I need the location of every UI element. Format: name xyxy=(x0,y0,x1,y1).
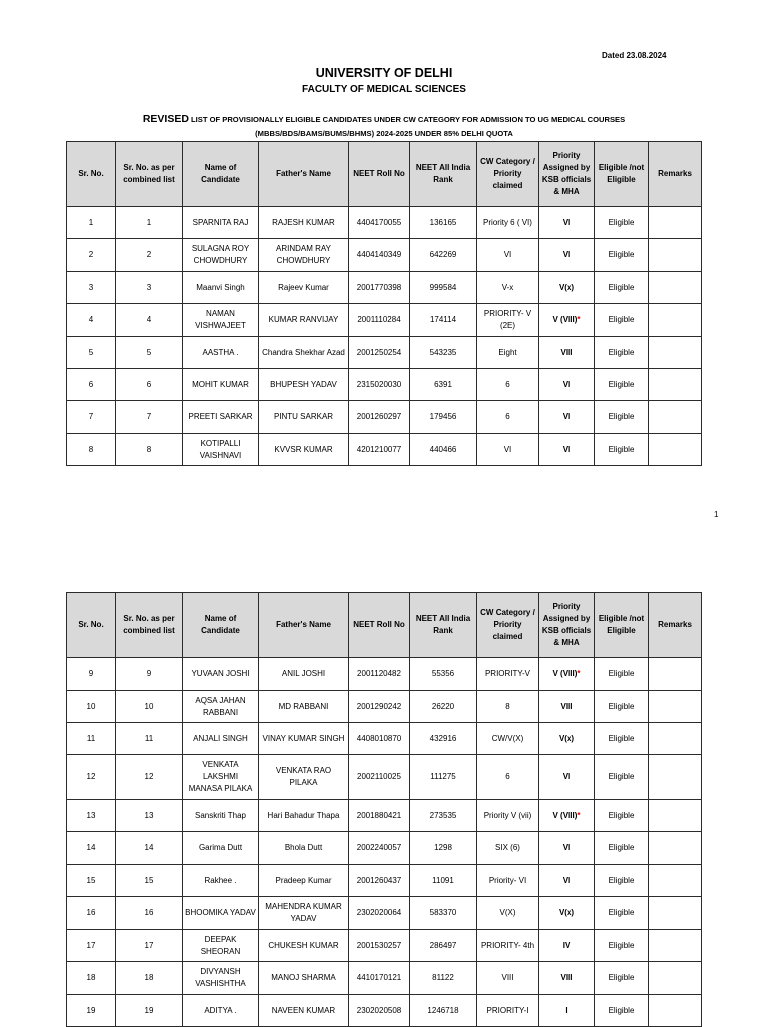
neet-rank-cell: 583370 xyxy=(410,897,477,930)
eligibility-cell: Eligible xyxy=(595,337,649,369)
candidates-table-page1 xyxy=(66,141,702,466)
candidate-name-cell: Garima Dutt xyxy=(183,832,259,865)
father-name-cell: Bhola Dutt xyxy=(259,832,349,865)
neet-roll-cell: 4404140349 xyxy=(349,239,410,272)
candidates-table-page2 xyxy=(66,592,702,1027)
header-neet-rank: NEET All India Rank xyxy=(410,142,477,207)
cw-category-claimed-cell: VI xyxy=(477,239,539,272)
father-name-cell: KVVSR KUMAR xyxy=(259,434,349,466)
combined-sr-no-cell: 18 xyxy=(116,962,183,995)
neet-roll-cell: 2001770398 xyxy=(349,272,410,304)
table-row xyxy=(67,930,702,962)
eligibility-cell: Eligible xyxy=(595,658,649,691)
priority-assigned-value: VI xyxy=(562,875,571,885)
father-name-cell: PINTU SARKAR xyxy=(259,401,349,434)
table-header-row xyxy=(67,142,702,207)
remarks-cell xyxy=(649,434,702,466)
remarks-cell xyxy=(649,897,702,930)
priority-assigned-value: VI xyxy=(562,379,571,389)
neet-roll-cell: 4408010870 xyxy=(349,723,410,755)
neet-rank-cell: 55356 xyxy=(410,658,477,691)
eligibility-cell: Eligible xyxy=(595,207,649,239)
cw-category-claimed-cell: PRIORITY-V xyxy=(477,658,539,691)
neet-rank-cell: 432916 xyxy=(410,723,477,755)
neet-roll-cell: 2315020030 xyxy=(349,369,410,401)
header-neet-roll: NEET Roll No xyxy=(349,593,410,658)
table-row xyxy=(67,434,702,466)
header-cw-category: CW Category / Priority claimed xyxy=(477,593,539,658)
neet-rank-cell: 111275 xyxy=(410,755,477,800)
priority-assigned-cell xyxy=(539,239,595,272)
eligibility-cell: Eligible xyxy=(595,401,649,434)
sr-no-cell: 2 xyxy=(67,239,116,272)
revised-word: REVISED xyxy=(142,113,189,125)
sr-no-cell: 15 xyxy=(67,865,116,897)
candidate-name-cell: ANJALI SINGH xyxy=(183,723,259,755)
remarks-cell xyxy=(649,995,702,1027)
eligibility-cell: Eligible xyxy=(595,723,649,755)
header-cw-category: CW Category / Priority claimed xyxy=(477,142,539,207)
eligibility-cell: Eligible xyxy=(595,755,649,800)
combined-sr-no-cell: 6 xyxy=(116,369,183,401)
neet-roll-cell: 2001120482 xyxy=(349,658,410,691)
priority-assigned-cell xyxy=(539,272,595,304)
neet-roll-cell: 4404170055 xyxy=(349,207,410,239)
table-row xyxy=(67,658,702,691)
dated-label: Dated 23.08.2024 xyxy=(602,51,667,60)
father-name-cell: KUMAR RANVIJAY xyxy=(259,304,349,337)
priority-assigned-value: V(x) xyxy=(558,733,575,743)
list-heading xyxy=(60,112,708,141)
priority-assigned-cell xyxy=(539,832,595,865)
neet-roll-cell: 2001250254 xyxy=(349,337,410,369)
father-name-cell: NAVEEN KUMAR xyxy=(259,995,349,1027)
header-eligibility: Eligible /not Eligible xyxy=(595,593,649,658)
cw-category-claimed-cell: Priority- VI xyxy=(477,865,539,897)
remarks-cell xyxy=(649,304,702,337)
neet-rank-cell: 81122 xyxy=(410,962,477,995)
eligibility-cell: Eligible xyxy=(595,930,649,962)
priority-assigned-value: VI xyxy=(562,412,571,421)
cw-category-claimed-cell: 6 xyxy=(477,401,539,434)
asterisk-mark: * xyxy=(577,669,581,678)
eligibility-cell: Eligible xyxy=(595,304,649,337)
remarks-cell xyxy=(649,723,702,755)
combined-sr-no-cell: 1 xyxy=(116,207,183,239)
candidate-name-cell: Rakhee . xyxy=(183,865,259,897)
remarks-cell xyxy=(649,401,702,434)
university-title: UNIVERSITY OF DELHI xyxy=(315,66,453,80)
table-row xyxy=(67,800,702,832)
neet-rank-cell: 11091 xyxy=(410,865,477,897)
father-name-cell: MANOJ SHARMA xyxy=(259,962,349,995)
eligibility-cell: Eligible xyxy=(595,832,649,865)
father-name-cell: VENKATA RAO PILAKA xyxy=(259,755,349,800)
father-name-cell: Pradeep Kumar xyxy=(259,865,349,897)
neet-rank-cell: 1246718 xyxy=(410,995,477,1027)
list-heading-line1 xyxy=(60,112,708,127)
cw-category-claimed-cell: 6 xyxy=(477,755,539,800)
priority-assigned-cell xyxy=(539,207,595,239)
header-combined-sr-no: Sr. No. as per combined list xyxy=(116,142,183,207)
table-row xyxy=(67,832,702,865)
cw-category-claimed-cell: PRIORITY- 4th xyxy=(477,930,539,962)
sr-no-cell: 8 xyxy=(67,434,116,466)
priority-assigned-value: V(x) xyxy=(558,282,575,292)
cw-category-claimed-cell: V(X) xyxy=(477,897,539,930)
remarks-cell xyxy=(649,930,702,962)
neet-rank-cell: 440466 xyxy=(410,434,477,466)
priority-assigned-value: VIII xyxy=(560,347,573,357)
list-heading-line1-text: LIST OF PROVISIONALLY ELIGIBLE CANDIDATES UNDER CW CATEGORY FOR ADMISSION TO UG MEDICAL COURSES xyxy=(188,115,626,124)
header-priority-assigned: Priority Assigned by KSB officials & MHA xyxy=(539,593,595,658)
header-father-name: Father's Name xyxy=(259,593,349,658)
neet-roll-cell: 2001530257 xyxy=(349,930,410,962)
neet-roll-cell: 2001880421 xyxy=(349,800,410,832)
sr-no-cell: 3 xyxy=(67,272,116,304)
candidate-name-cell: ADITYA . xyxy=(183,995,259,1027)
combined-sr-no-cell: 5 xyxy=(116,337,183,369)
table-row xyxy=(67,239,702,272)
priority-assigned-cell xyxy=(539,897,595,930)
candidate-name-cell: Maanvi Singh xyxy=(183,272,259,304)
father-name-cell: VINAY KUMAR SINGH xyxy=(259,723,349,755)
eligibility-cell: Eligible xyxy=(595,865,649,897)
eligibility-cell: Eligible xyxy=(595,239,649,272)
cw-category-claimed-cell: 8 xyxy=(477,691,539,723)
priority-assigned-cell xyxy=(539,995,595,1027)
neet-rank-cell: 642269 xyxy=(410,239,477,272)
candidate-name-cell: PREETI SARKAR xyxy=(183,401,259,434)
eligibility-cell: Eligible xyxy=(595,272,649,304)
priority-assigned-cell xyxy=(539,755,595,800)
table-row xyxy=(67,691,702,723)
remarks-cell xyxy=(649,865,702,897)
remarks-cell xyxy=(649,337,702,369)
eligibility-cell: Eligible xyxy=(595,691,649,723)
candidate-name-cell: DIVYANSH VASHISHTHA xyxy=(183,962,259,995)
father-name-cell: Chandra Shekhar Azad xyxy=(259,337,349,369)
priority-assigned-cell xyxy=(539,865,595,897)
header-eligibility: Eligible /not Eligible xyxy=(595,142,649,207)
neet-roll-cell: 2001110284 xyxy=(349,304,410,337)
remarks-cell xyxy=(649,755,702,800)
sr-no-cell: 6 xyxy=(67,369,116,401)
combined-sr-no-cell: 14 xyxy=(116,832,183,865)
cw-category-claimed-cell: CW/V(X) xyxy=(477,723,539,755)
priority-assigned-cell xyxy=(539,691,595,723)
sr-no-cell: 10 xyxy=(67,691,116,723)
father-name-cell: RAJESH KUMAR xyxy=(259,207,349,239)
priority-assigned-value: VIII xyxy=(560,701,573,711)
header-combined-sr-no: Sr. No. as per combined list xyxy=(116,593,183,658)
table-row xyxy=(67,304,702,337)
priority-assigned-value: V(x) xyxy=(558,908,575,917)
father-name-cell: ARINDAM RAY CHOWDHURY xyxy=(259,239,349,272)
candidate-name-cell: AQSA JAHAN RABBANI xyxy=(183,691,259,723)
candidate-name-cell: YUVAAN JOSHI xyxy=(183,658,259,691)
father-name-cell: Rajeev Kumar xyxy=(259,272,349,304)
table-row xyxy=(67,755,702,800)
combined-sr-no-cell: 17 xyxy=(116,930,183,962)
priority-assigned-cell xyxy=(539,369,595,401)
header-sr-no: Sr. No. xyxy=(67,593,116,658)
eligibility-cell: Eligible xyxy=(595,369,649,401)
combined-sr-no-cell: 8 xyxy=(116,434,183,466)
priority-assigned-cell xyxy=(539,800,595,832)
neet-rank-cell: 174114 xyxy=(410,304,477,337)
candidate-name-cell: KOTIPALLI VAISHNAVI xyxy=(183,434,259,466)
header-candidate-name: Name of Candidate xyxy=(183,142,259,207)
table-row xyxy=(67,723,702,755)
neet-roll-cell: 2001260437 xyxy=(349,865,410,897)
combined-sr-no-cell: 12 xyxy=(116,755,183,800)
priority-assigned-value: V (VIII) xyxy=(552,810,578,820)
father-name-cell: BHUPESH YADAV xyxy=(259,369,349,401)
combined-sr-no-cell: 10 xyxy=(116,691,183,723)
neet-rank-cell: 273535 xyxy=(410,800,477,832)
combined-sr-no-cell: 16 xyxy=(116,897,183,930)
header-sr-no: Sr. No. xyxy=(67,142,116,207)
table-row xyxy=(67,337,702,369)
neet-rank-cell: 543235 xyxy=(410,337,477,369)
neet-roll-cell: 2002110025 xyxy=(349,755,410,800)
priority-assigned-value: VI xyxy=(562,250,571,259)
sr-no-cell: 1 xyxy=(67,207,116,239)
cw-category-claimed-cell: PRIORITY- V (2E) xyxy=(477,304,539,337)
candidate-name-cell: SPARNITA RAJ xyxy=(183,207,259,239)
header-priority-assigned: Priority Assigned by KSB officials & MHA xyxy=(539,142,595,207)
candidate-name-cell: SULAGNA ROY CHOWDHURY xyxy=(183,239,259,272)
list-heading-line2: (MBBS/BDS/BAMS/BUMS/BHMS) 2024-2025 UNDER 85% DELHI QUOTA xyxy=(255,129,513,138)
candidate-name-cell: DEEPAK SHEORAN xyxy=(183,930,259,962)
table-row xyxy=(67,369,702,401)
table-row xyxy=(67,272,702,304)
combined-sr-no-cell: 9 xyxy=(116,658,183,691)
neet-roll-cell: 4201210077 xyxy=(349,434,410,466)
sr-no-cell: 13 xyxy=(67,800,116,832)
header-father-name: Father's Name xyxy=(259,142,349,207)
asterisk-mark: * xyxy=(577,315,581,324)
neet-rank-cell: 6391 xyxy=(410,369,477,401)
remarks-cell xyxy=(649,800,702,832)
remarks-cell xyxy=(649,658,702,691)
priority-assigned-cell xyxy=(539,401,595,434)
priority-assigned-value: VI xyxy=(562,444,571,454)
remarks-cell xyxy=(649,369,702,401)
priority-assigned-cell xyxy=(539,723,595,755)
remarks-cell xyxy=(649,272,702,304)
table-row xyxy=(67,401,702,434)
cw-category-claimed-cell: PRIORITY-I xyxy=(477,995,539,1027)
header-remarks: Remarks xyxy=(649,593,702,658)
neet-roll-cell: 2001290242 xyxy=(349,691,410,723)
remarks-cell xyxy=(649,207,702,239)
sr-no-cell: 18 xyxy=(67,962,116,995)
priority-assigned-cell xyxy=(539,962,595,995)
priority-assigned-value: VIII xyxy=(560,973,573,982)
asterisk-mark: * xyxy=(577,810,581,820)
combined-sr-no-cell: 3 xyxy=(116,272,183,304)
priority-assigned-cell xyxy=(539,658,595,691)
header-neet-roll: NEET Roll No xyxy=(349,142,410,207)
neet-rank-cell: 999584 xyxy=(410,272,477,304)
cw-category-claimed-cell: Priority 6 ( VI) xyxy=(477,207,539,239)
neet-rank-cell: 26220 xyxy=(410,691,477,723)
priority-assigned-cell xyxy=(539,304,595,337)
page-number: 1 xyxy=(714,510,719,519)
table-header-row xyxy=(67,593,702,658)
eligibility-cell: Eligible xyxy=(595,434,649,466)
sr-no-cell: 19 xyxy=(67,995,116,1027)
neet-roll-cell: 2302020064 xyxy=(349,897,410,930)
eligibility-cell: Eligible xyxy=(595,897,649,930)
cw-category-claimed-cell: VI xyxy=(477,434,539,466)
combined-sr-no-cell: 7 xyxy=(116,401,183,434)
header-candidate-name: Name of Candidate xyxy=(183,593,259,658)
neet-roll-cell: 4410170121 xyxy=(349,962,410,995)
neet-roll-cell: 2001260297 xyxy=(349,401,410,434)
eligibility-cell: Eligible xyxy=(595,995,649,1027)
priority-assigned-value: VI xyxy=(562,772,571,781)
cw-category-claimed-cell: V-x xyxy=(477,272,539,304)
sr-no-cell: 11 xyxy=(67,723,116,755)
neet-rank-cell: 136165 xyxy=(410,207,477,239)
combined-sr-no-cell: 15 xyxy=(116,865,183,897)
table-row xyxy=(67,897,702,930)
table-row xyxy=(67,995,702,1027)
sr-no-cell: 5 xyxy=(67,337,116,369)
candidate-name-cell: BHOOMIKA YADAV xyxy=(183,897,259,930)
remarks-cell xyxy=(649,962,702,995)
sr-no-cell: 16 xyxy=(67,897,116,930)
combined-sr-no-cell: 2 xyxy=(116,239,183,272)
faculty-title: FACULTY OF MEDICAL SCIENCES xyxy=(302,84,466,95)
priority-assigned-value: VI xyxy=(562,217,571,227)
sr-no-cell: 9 xyxy=(67,658,116,691)
priority-assigned-value: V (VIII) xyxy=(552,669,578,678)
candidate-name-cell: AASTHA . xyxy=(183,337,259,369)
priority-assigned-cell xyxy=(539,434,595,466)
sr-no-cell: 14 xyxy=(67,832,116,865)
remarks-cell xyxy=(649,239,702,272)
eligibility-cell: Eligible xyxy=(595,800,649,832)
father-name-cell: MAHENDRA KUMAR YADAV xyxy=(259,897,349,930)
neet-rank-cell: 286497 xyxy=(410,930,477,962)
father-name-cell: CHUKESH KUMAR xyxy=(259,930,349,962)
eligibility-cell: Eligible xyxy=(595,962,649,995)
candidate-name-cell: VENKATA LAKSHMI MANASA PILAKA xyxy=(183,755,259,800)
candidate-name-cell: Sanskriti Thap xyxy=(183,800,259,832)
priority-assigned-value: V (VIII) xyxy=(552,315,578,324)
table-row xyxy=(67,207,702,239)
priority-assigned-value: I xyxy=(565,1005,568,1015)
priority-assigned-value: IV xyxy=(562,940,571,950)
cw-category-claimed-cell: 6 xyxy=(477,369,539,401)
sr-no-cell: 12 xyxy=(67,755,116,800)
cw-category-claimed-cell: SIX (6) xyxy=(477,832,539,865)
priority-assigned-cell xyxy=(539,337,595,369)
cw-category-claimed-cell: Eight xyxy=(477,337,539,369)
candidate-name-cell: NAMAN VISHWAJEET xyxy=(183,304,259,337)
candidate-name-cell: MOHIT KUMAR xyxy=(183,369,259,401)
combined-sr-no-cell: 19 xyxy=(116,995,183,1027)
combined-sr-no-cell: 13 xyxy=(116,800,183,832)
sr-no-cell: 17 xyxy=(67,930,116,962)
header-neet-rank: NEET All India Rank xyxy=(410,593,477,658)
sr-no-cell: 4 xyxy=(67,304,116,337)
header-remarks: Remarks xyxy=(649,142,702,207)
cw-category-claimed-cell: Priority V (vii) xyxy=(477,800,539,832)
table-row xyxy=(67,962,702,995)
cw-category-claimed-cell: VIII xyxy=(477,962,539,995)
sr-no-cell: 7 xyxy=(67,401,116,434)
priority-assigned-cell xyxy=(539,930,595,962)
father-name-cell: ANIL JOSHI xyxy=(259,658,349,691)
combined-sr-no-cell: 11 xyxy=(116,723,183,755)
father-name-cell: MD RABBANI xyxy=(259,691,349,723)
neet-roll-cell: 2002240057 xyxy=(349,832,410,865)
neet-roll-cell: 2302020508 xyxy=(349,995,410,1027)
father-name-cell: Hari Bahadur Thapa xyxy=(259,800,349,832)
neet-rank-cell: 1298 xyxy=(410,832,477,865)
remarks-cell xyxy=(649,832,702,865)
combined-sr-no-cell: 4 xyxy=(116,304,183,337)
neet-rank-cell: 179456 xyxy=(410,401,477,434)
remarks-cell xyxy=(649,691,702,723)
table-row xyxy=(67,865,702,897)
priority-assigned-value: VI xyxy=(562,843,571,852)
